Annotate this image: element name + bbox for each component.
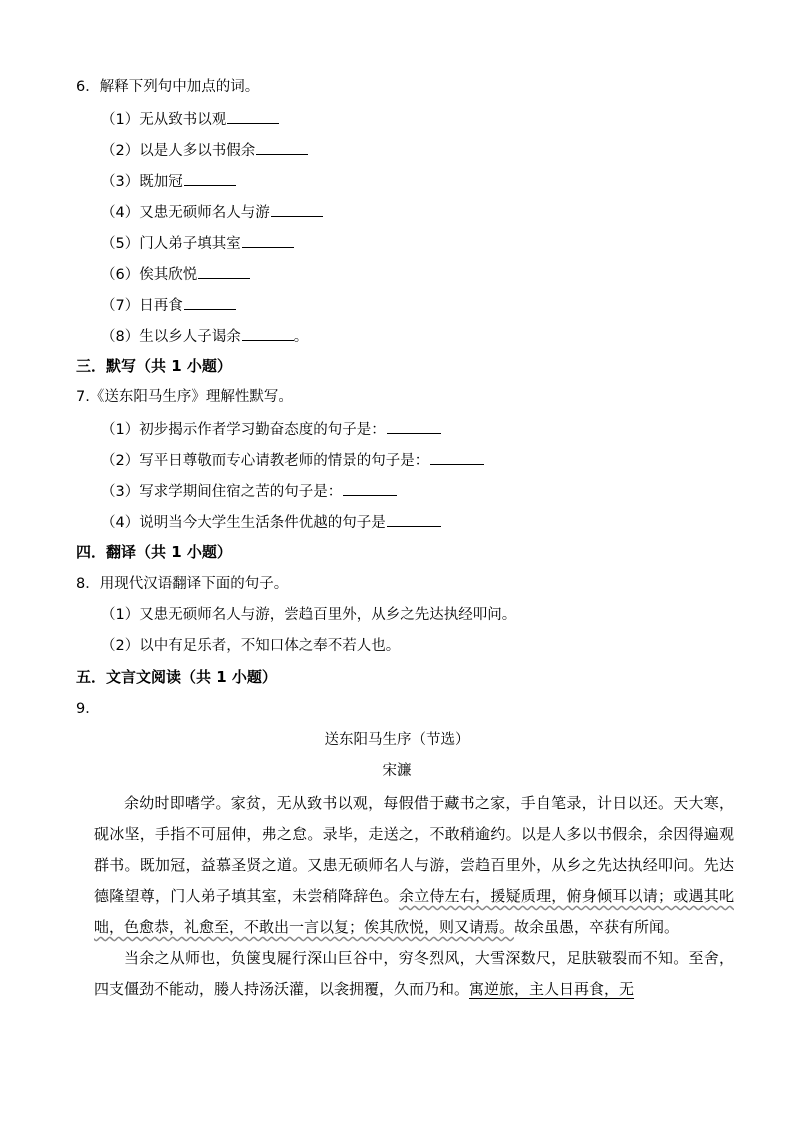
q6-item-2: （2）以是人多以书假余 <box>101 139 308 161</box>
passage-title: 送东阳马生序（节选） <box>324 732 470 748</box>
q8-item-2: （2）以中有足乐者，不知口体之奉不若人也。 <box>101 638 401 654</box>
answer-blank[interactable] <box>256 139 308 155</box>
q6-stem: 6．解释下列句中加点的词。 <box>76 79 260 95</box>
underlined-text: 寓逆旅，主人日再食，无 <box>469 980 635 998</box>
q6-item-3: （3）既加冠 <box>101 170 236 192</box>
answer-blank[interactable] <box>387 511 441 527</box>
q6-item-6: （6）俟其欣悦 <box>101 263 250 285</box>
answer-blank[interactable] <box>198 263 250 279</box>
passage-paragraph-1: 余幼时即嗜学。家贫，无从致书以观，每假借于藏书之家，手自笔录，计日以还。天大寒，砚冰坚，手指不可屈伸，弗之怠。录毕，走送之，不敢稍逾约。以是人多以书假余，余因得遍观群书。既加冠，益慕圣贤之道。又患无硕师名人与游，尝趋百里外，从乡之先达执经叩问。先达德隆望尊，门人弟子填其室，未尝稍降辞色。余立侍左右，援疑质理，俯身倾耳以请；或遇其叱咄，色愈恭，礼愈至，不敢出一言以复；俟其欣悦，则又请焉。故余虽愚，卒获有所闻。 <box>94 794 734 936</box>
answer-blank[interactable] <box>343 480 397 496</box>
q6-item-8: （8）生以乡人子谒余 。 <box>101 325 308 347</box>
q7-item-2: （2）写平日尊敬而专心请教老师的情景的句子是： <box>101 449 484 471</box>
answer-blank[interactable] <box>227 108 279 124</box>
passage-body <box>94 788 734 1005</box>
answer-blank[interactable] <box>242 325 294 341</box>
section-title-dictation: 三．默写（共 1 小题） <box>76 357 232 375</box>
q8-stem: 8．用现代汉语翻译下面的句子。 <box>76 576 289 592</box>
q6-item-4: （4）又患无硕师名人与游 <box>101 201 323 223</box>
answer-blank[interactable] <box>430 449 484 465</box>
passage-paragraph-2: 当余之从师也，负箧曳屣行深山巨谷中，穷冬烈风，大雪深数尺，足肤皲裂而不知。至舍，四支僵劲不能动，媵人持汤沃灌，以衾拥覆，久而乃和。寓逆旅，主人日再食，无 <box>94 949 734 998</box>
answer-blank[interactable] <box>242 232 294 248</box>
q9-number: 9． <box>76 701 100 717</box>
section-title-classical-reading: 五．文言文阅读（共 1 小题） <box>76 668 277 686</box>
answer-blank[interactable] <box>271 201 323 217</box>
q7-stem: 7.《送东阳马生序》理解性默写。 <box>76 389 293 405</box>
section-title-translation: 四．翻译（共 1 小题） <box>76 543 232 561</box>
answer-blank[interactable] <box>184 170 236 186</box>
passage-author: 宋濂 <box>382 763 412 779</box>
answer-blank[interactable] <box>387 418 441 434</box>
q6-item-1: （1）无从致书以观 <box>101 108 279 130</box>
q7-item-3: （3）写求学期间住宿之苦的句子是： <box>101 480 397 502</box>
answer-blank[interactable] <box>184 294 236 310</box>
q6-item-7: （7）日再食 <box>101 294 236 316</box>
q6-item-5: （5）门人弟子填其室 <box>101 232 294 254</box>
wavy-underlined-text: 余立侍左右，援疑质理，俯身倾耳以请；或遇其叱咄，色愈恭，礼愈至，不敢出一言以复；俟其欣悦，则又请焉。 <box>94 887 734 936</box>
q7-item-1: （1）初步揭示作者学习勤奋态度的句子是： <box>101 418 441 440</box>
q7-item-4: （4）说明当今大学生生活条件优越的句子是 <box>101 511 441 533</box>
q8-item-1: （1）又患无硕师名人与游，尝趋百里外，从乡之先达执经叩问。 <box>101 607 517 623</box>
